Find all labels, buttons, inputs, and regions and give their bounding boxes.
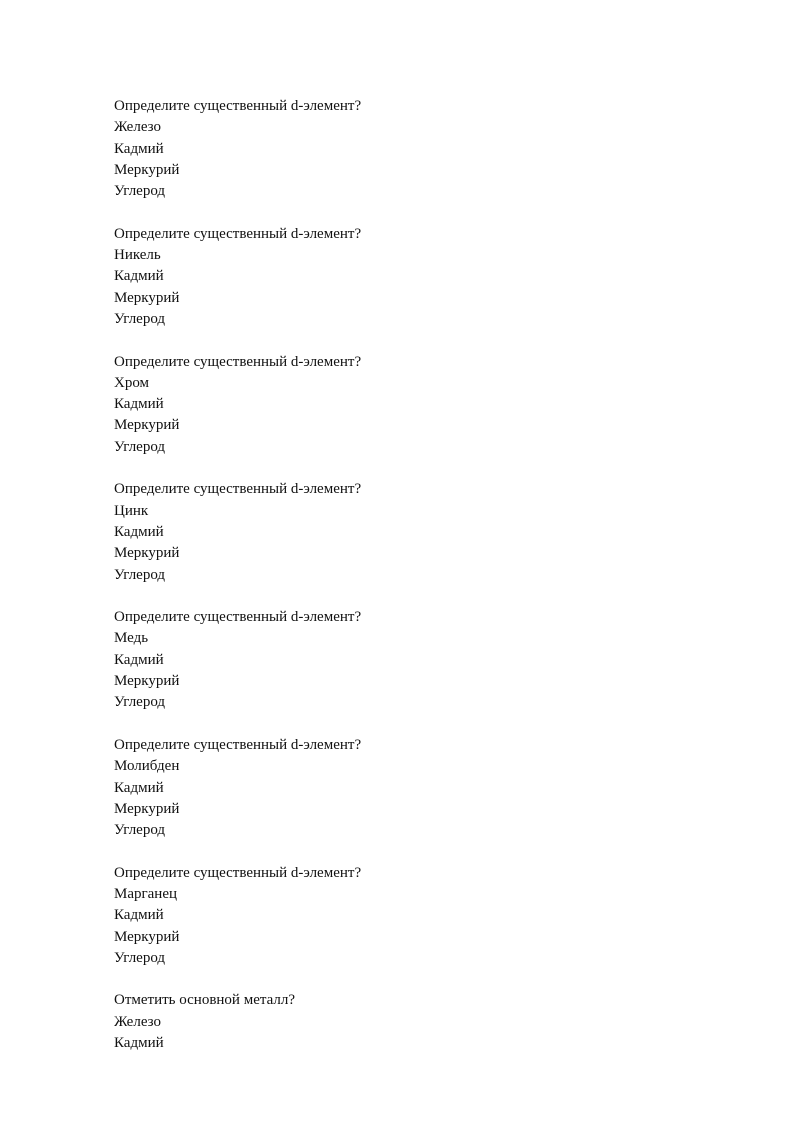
question-text: Определите существенный d-элемент? xyxy=(114,864,362,881)
answer-option: Углерод xyxy=(114,694,166,711)
question-block xyxy=(114,990,734,1054)
answer-option: Углерод xyxy=(114,438,166,455)
answer-option: Меркурий xyxy=(114,673,180,690)
answer-option: Меркурий xyxy=(114,417,180,434)
answer-option: Железо xyxy=(114,119,161,136)
answer-option: Меркурий xyxy=(114,928,180,945)
answer-option: Меркурий xyxy=(114,289,180,306)
answer-option: Углерод xyxy=(114,822,166,839)
answer-option: Цинк xyxy=(114,502,149,519)
document-page xyxy=(114,96,734,1076)
answer-option: Углерод xyxy=(114,310,166,327)
answer-option: Кадмий xyxy=(114,523,164,540)
answer-option: Хром xyxy=(114,374,150,391)
answer-option: Углерод xyxy=(114,949,166,966)
answer-option: Железо xyxy=(114,1013,161,1030)
question-text: Определите существенный d-элемент? xyxy=(114,736,362,753)
answer-option: Никель xyxy=(114,247,161,264)
question-text: Определите существенный d-элемент? xyxy=(114,609,362,626)
answer-option: Кадмий xyxy=(114,268,164,285)
answer-option: Углерод xyxy=(114,183,166,200)
answer-option: Марганец xyxy=(114,885,178,902)
question-block xyxy=(114,224,734,330)
answer-option: Кадмий xyxy=(114,396,164,413)
question-text: Определите существенный d-элемент? xyxy=(114,353,362,370)
answer-option: Кадмий xyxy=(114,651,164,668)
answer-option: Кадмий xyxy=(114,779,164,796)
answer-option: Углерод xyxy=(114,566,166,583)
question-block xyxy=(114,735,734,841)
answer-option: Медь xyxy=(114,630,149,647)
question-block xyxy=(114,96,734,202)
answer-option: Молибден xyxy=(114,758,180,775)
question-text: Определите существенный d-элемент? xyxy=(114,225,362,242)
answer-option: Меркурий xyxy=(114,545,180,562)
question-block xyxy=(114,479,734,585)
question-text: Отметить основной металл? xyxy=(114,992,296,1009)
answer-option: Меркурий xyxy=(114,800,180,817)
question-block xyxy=(114,863,734,969)
answer-option: Кадмий xyxy=(114,1035,164,1052)
answer-option: Меркурий xyxy=(114,161,180,178)
question-block xyxy=(114,352,734,458)
question-block xyxy=(114,607,734,713)
answer-option: Кадмий xyxy=(114,907,164,924)
question-text: Определите существенный d-элемент? xyxy=(114,98,362,114)
question-text: Определите существенный d-элемент? xyxy=(114,481,362,498)
answer-option: Кадмий xyxy=(114,140,164,157)
